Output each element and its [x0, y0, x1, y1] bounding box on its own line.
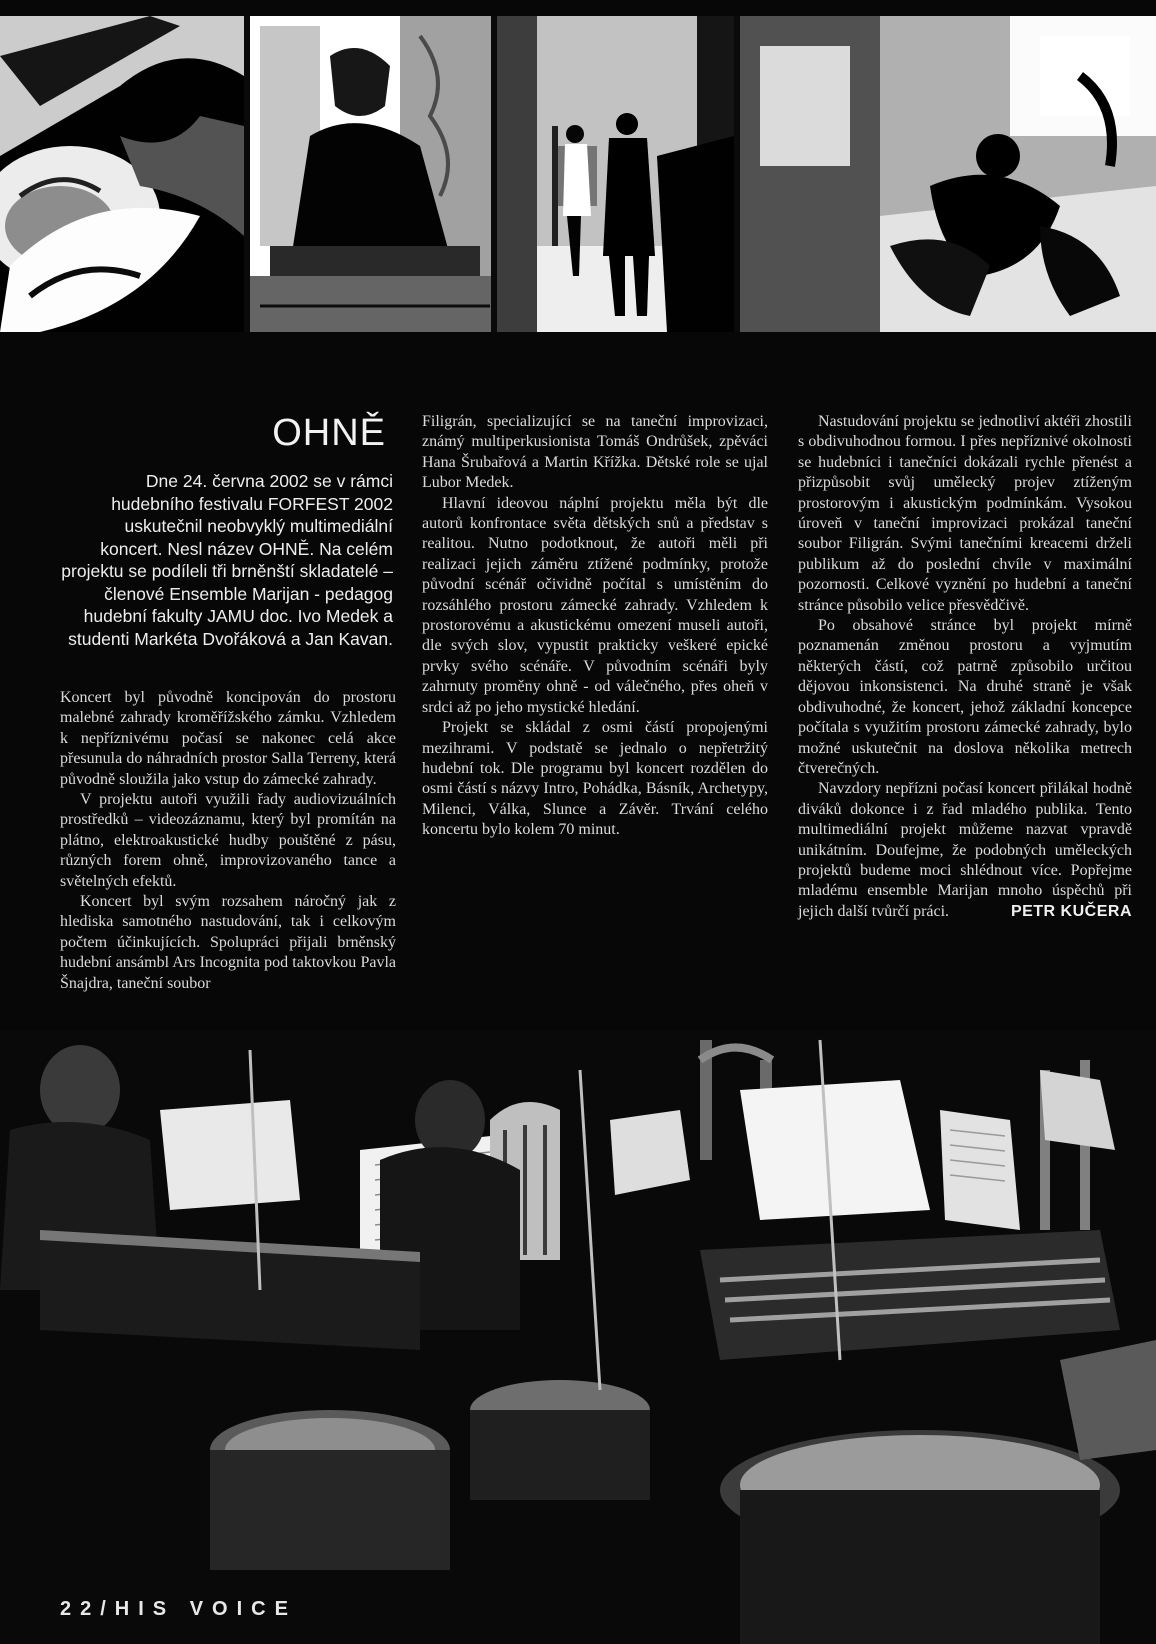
paragraph: Nastudování projektu se jednotliví aktéři zhostili s obdivuhodnou formou. I přes nepříznivé okolnosti se hudebníci i tanečníci dokázali rychle přenést a přizpůsobit svůj umělecký projev ztíženým prostorovým i akustickým podmínkám. Vysokou úroveň v taneční improvizaci prokázal taneční soubor Filigrán. Svými tanečními kreacemi drželi publikum až do poslední chvíle v maximální pozornosti. Celkové vyznění po hudební a taneční stránce působilo velice přesvědčivě.	[798, 413, 1132, 614]
paragraph: Filigrán, specializující se na taneční improvizaci, známý multiperkusionista Tomáš Ondrůšek, zpěváci Hana Šrubařová a Martin Křížka. Dětské role se ujal Lubor Medek.	[422, 413, 768, 492]
photo-performer-image	[250, 16, 491, 332]
photo-hands-closeup	[0, 16, 244, 332]
page-folio: 22/HIS VOICE	[60, 1598, 297, 1620]
photo-orchestra	[0, 1030, 1156, 1644]
photo-hands-image	[0, 16, 244, 332]
paragraph: Hlavní ideovou náplní projektu měla být dle autorů konfrontace světa dětských snů a představ s realitou. Nutno podotknout, že autoři měli při realizaci jejich záměru ztížené podmínky, protože původní scénář očividně počítal s umístěním do rozsáhlého prostoru zámecké zahrady. Vzhledem k prostorovému a akustickému omezení museli autoři, dle svých slov, vypustit prakticky veškeré epické prvky svého scénáře. V původním scénáři byly zahrnuty proměny ohně - od válečného, přes oheň v srdci až po jeho mystické hledání.	[422, 494, 768, 716]
text-column-3	[798, 412, 1132, 922]
paragraph: Koncert byl původně koncipován do prostoru malebné zahrady kroměřížského zámku. Vzhledem k nepříznivému počasí se nakonec celá akce přesunula do náhradních prostor Salla Terreny, která původně sloužila jako vstup do zámecké zahrady.	[60, 689, 396, 788]
photo-corridor-figures	[497, 16, 734, 332]
photo-dancer-image	[740, 16, 1156, 332]
photo-corridor-image	[497, 16, 734, 332]
paragraph: Po obsahové stránce byl projekt mírně poznamenán změnou prostoru a vyjmutím některých částí, což patrně způsobilo určitou dějovou inkonsistenci. Na druhé straně je však obdivuhodné, že koncert, jehož základní koncepce počítala s využitím prostoru zámecké zahrady, bylo možné uskutečnit na doslova několika metrech čtverečných.	[798, 617, 1132, 777]
photo-performer-table	[250, 16, 491, 332]
paragraph-text: Navzdory nepřízni počasí koncert přilákal hodně diváků dokonce i z řad mladého publika. Tento multimediální projekt můžeme nazvat vpravdě unikátním. Doufejme, že podobných uměleckých projektů budeme moci shlédnout více. Popřejme mladému ensemble Marijan mnoho úspěchů při jejich další tvůrčí práci.	[798, 780, 1132, 920]
article-lead: Dne 24. června 2002 se v rámci hudebního festivalu FORFEST 2002 uskutečnil neobvyklý multimediální koncert. Nesl název OHNĚ. Na celém projektu se podíleli tři brněnští skladatelé – členové Ensemble Marijan - pedagog hudební fakulty JAMU doc. Ivo Medek a studenti Markéta Dvořáková a Jan Kavan.	[61, 471, 393, 649]
paragraph	[798, 779, 1132, 922]
photo-strip	[0, 16, 1156, 332]
author-byline: PETR KUČERA	[1010, 902, 1132, 920]
text-column-1	[60, 688, 396, 994]
photo-dancer-room	[740, 16, 1156, 332]
article-title: OHNĚ	[272, 412, 386, 454]
paragraph: V projektu autoři využili řady audiovizuálních prostředků – videozáznamu, který byl promítán na plátno, elektroakustické hudby pouštěné z pásu, různých forem ohně, improvizovaného tance a světelných efektů.	[60, 791, 396, 890]
photo-orchestra-image	[0, 1030, 1156, 1644]
paragraph: Projekt se skládal z osmi částí propojenými mezihrami. V podstatě se jednalo o nepřetržitý hudební tok. Dle programu byl koncert rozdělen do osmi částí s názvy Intro, Pohádka, Básník, Archetypy, Milenci, Válka, Slunce a Závěr. Trvání celého koncertu bylo kolem 70 minut.	[422, 719, 768, 839]
paragraph: Koncert byl svým rozsahem náročný jak z hlediska samotného nastudování, tak i celkovým počtem účinkujících. Spolupráci přijali brněnský hudební ansámbl Ars Incognita pod taktovkou Pavla Šnajdra, taneční soubor	[60, 893, 396, 992]
text-column-2	[422, 412, 768, 841]
